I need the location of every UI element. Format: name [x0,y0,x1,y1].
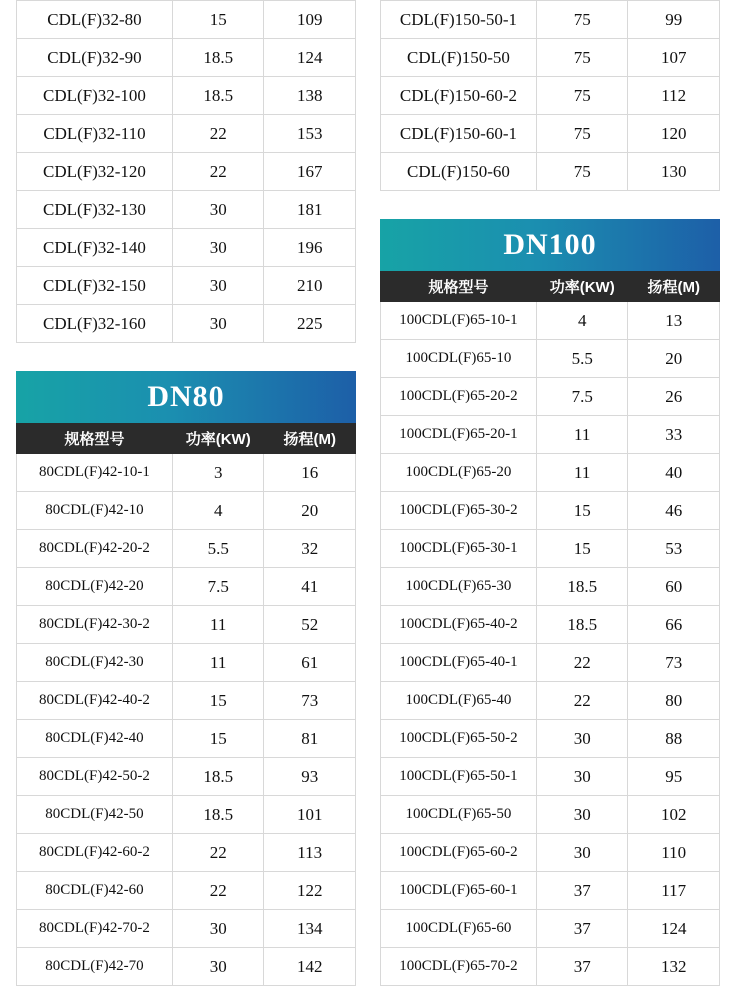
cell-head: 107 [628,39,720,77]
cell-model: 100CDL(F)65-30-2 [381,492,537,530]
table-row [381,153,720,191]
cell-power: 18.5 [172,796,264,834]
table-row [17,644,356,682]
header-power: 功率(KW) [172,424,264,454]
cell-head: 52 [264,606,356,644]
table-row [381,644,720,682]
section-gap [380,191,720,219]
cell-head: 46 [628,492,720,530]
cell-head: 26 [628,378,720,416]
table-row [17,682,356,720]
cell-head: 124 [628,910,720,948]
cell-model: 100CDL(F)65-40-1 [381,644,537,682]
cell-model: 100CDL(F)65-60-2 [381,834,537,872]
table-row [381,758,720,796]
cell-power: 30 [172,191,264,229]
cell-model: 100CDL(F)65-20-2 [381,378,537,416]
cell-model: CDL(F)150-60 [381,153,537,191]
cell-model: 80CDL(F)42-20-2 [17,530,173,568]
table-row [381,115,720,153]
cell-model: 80CDL(F)42-40-2 [17,682,173,720]
table-row [381,492,720,530]
cell-model: 100CDL(F)65-20-1 [381,416,537,454]
cell-head: 93 [264,758,356,796]
table-row [17,191,356,229]
table-row [17,1,356,39]
table-row [17,948,356,986]
table-row [17,606,356,644]
cell-power: 37 [536,910,628,948]
cell-head: 60 [628,568,720,606]
header-model: 规格型号 [381,272,537,302]
cell-power: 18.5 [536,606,628,644]
cell-model: 80CDL(F)42-40 [17,720,173,758]
table-row [17,115,356,153]
cell-head: 73 [264,682,356,720]
section-gap [16,343,356,371]
cell-head: 40 [628,454,720,492]
cell-power: 3 [172,454,264,492]
table-row [381,796,720,834]
cell-head: 109 [264,1,356,39]
cell-power: 30 [536,720,628,758]
cell-power: 15 [536,530,628,568]
cell-model: 100CDL(F)65-40-2 [381,606,537,644]
table-row [381,378,720,416]
cell-head: 13 [628,302,720,340]
cell-model: CDL(F)32-110 [17,115,173,153]
table-row [381,872,720,910]
cell-model: 100CDL(F)65-30 [381,568,537,606]
cell-model: 80CDL(F)42-50-2 [17,758,173,796]
table-header-row [381,272,720,302]
cell-power: 4 [536,302,628,340]
cell-model: 80CDL(F)42-10-1 [17,454,173,492]
cell-power: 5.5 [536,340,628,378]
cell-model: 80CDL(F)42-70-2 [17,910,173,948]
cell-head: 122 [264,872,356,910]
cell-power: 30 [172,229,264,267]
dn80-spec-table [16,423,356,986]
cell-head: 20 [264,492,356,530]
cell-model: 100CDL(F)65-50-1 [381,758,537,796]
cell-head: 134 [264,910,356,948]
table-row [381,568,720,606]
cell-power: 22 [172,115,264,153]
cell-power: 75 [536,77,628,115]
cell-power: 75 [536,1,628,39]
cdl150-table-continued [380,0,720,191]
cell-power: 30 [536,796,628,834]
cell-model: CDL(F)32-90 [17,39,173,77]
cell-power: 22 [536,644,628,682]
table-row [381,77,720,115]
table-row [381,606,720,644]
cell-power: 18.5 [172,77,264,115]
table-row [381,340,720,378]
cell-head: 153 [264,115,356,153]
table-row [17,492,356,530]
cell-power: 30 [172,910,264,948]
table-row [17,758,356,796]
table-row [381,454,720,492]
cell-power: 22 [172,872,264,910]
cell-power: 7.5 [172,568,264,606]
right-column [380,0,720,986]
cell-model: 100CDL(F)65-10-1 [381,302,537,340]
cell-head: 53 [628,530,720,568]
cell-model: 80CDL(F)42-50 [17,796,173,834]
cell-head: 167 [264,153,356,191]
cell-head: 117 [628,872,720,910]
table-row [17,568,356,606]
cell-power: 15 [172,682,264,720]
cell-model: CDL(F)32-130 [17,191,173,229]
cell-model: CDL(F)32-100 [17,77,173,115]
cell-model: CDL(F)32-120 [17,153,173,191]
cell-power: 18.5 [172,39,264,77]
dn100-section [380,219,720,986]
cell-head: 110 [628,834,720,872]
table-row [381,39,720,77]
cell-head: 88 [628,720,720,758]
header-power: 功率(KW) [536,272,628,302]
cell-power: 22 [172,834,264,872]
cell-model: CDL(F)150-60-1 [381,115,537,153]
dn100-banner: DN100 [380,219,720,271]
table-row [17,153,356,191]
table-row [381,720,720,758]
cell-model: 80CDL(F)42-10 [17,492,173,530]
cell-head: 33 [628,416,720,454]
cell-model: CDL(F)150-50-1 [381,1,537,39]
cell-head: 73 [628,644,720,682]
header-head: 扬程(M) [628,272,720,302]
cell-power: 22 [172,153,264,191]
cell-power: 30 [536,758,628,796]
spec-table [380,0,720,191]
cell-model: 80CDL(F)42-70 [17,948,173,986]
cell-model: CDL(F)32-160 [17,305,173,343]
table-row [381,1,720,39]
table-row [17,39,356,77]
cell-model: 100CDL(F)65-70-2 [381,948,537,986]
cell-model: 80CDL(F)42-30 [17,644,173,682]
cell-power: 11 [536,416,628,454]
cell-model: 100CDL(F)65-60-1 [381,872,537,910]
cell-model: 100CDL(F)65-40 [381,682,537,720]
spec-table [16,0,356,343]
cell-head: 138 [264,77,356,115]
table-row [17,720,356,758]
cell-power: 5.5 [172,530,264,568]
cell-head: 130 [628,153,720,191]
cell-model: 80CDL(F)42-60-2 [17,834,173,872]
cell-power: 30 [172,267,264,305]
cell-model: 100CDL(F)65-20 [381,454,537,492]
cell-power: 75 [536,39,628,77]
table-row [17,229,356,267]
cell-power: 4 [172,492,264,530]
cell-power: 18.5 [536,568,628,606]
cell-head: 81 [264,720,356,758]
cell-model: 80CDL(F)42-30-2 [17,606,173,644]
cell-power: 15 [536,492,628,530]
cell-model: CDL(F)32-150 [17,267,173,305]
table-row [381,834,720,872]
cell-power: 15 [172,720,264,758]
table-row [381,416,720,454]
cell-model: CDL(F)32-80 [17,1,173,39]
cell-power: 75 [536,153,628,191]
cell-head: 101 [264,796,356,834]
cell-head: 95 [628,758,720,796]
table-row [17,267,356,305]
cell-model: CDL(F)150-60-2 [381,77,537,115]
cell-head: 142 [264,948,356,986]
cell-head: 132 [628,948,720,986]
cell-head: 112 [628,77,720,115]
cell-head: 66 [628,606,720,644]
cell-power: 30 [172,948,264,986]
cell-head: 196 [264,229,356,267]
cell-model: 80CDL(F)42-20 [17,568,173,606]
cell-power: 37 [536,948,628,986]
dn80-banner: DN80 [16,371,356,423]
table-row [17,910,356,948]
table-header-row [17,424,356,454]
cdl32-table-continued [16,0,356,343]
table-row [17,77,356,115]
dn80-section [16,371,356,986]
table-row [17,872,356,910]
left-column [16,0,356,986]
table-row [17,454,356,492]
cell-power: 15 [172,1,264,39]
header-model: 规格型号 [17,424,173,454]
cell-head: 120 [628,115,720,153]
table-row [17,796,356,834]
cell-model: 100CDL(F)65-50 [381,796,537,834]
table-row [381,302,720,340]
cell-model: 100CDL(F)65-50-2 [381,720,537,758]
table-row [381,530,720,568]
cell-power: 22 [536,682,628,720]
cell-power: 30 [536,834,628,872]
cell-model: 100CDL(F)65-30-1 [381,530,537,568]
cell-power: 75 [536,115,628,153]
cell-model: 100CDL(F)65-10 [381,340,537,378]
header-head: 扬程(M) [264,424,356,454]
cell-head: 181 [264,191,356,229]
cell-power: 11 [536,454,628,492]
table-row [17,834,356,872]
cell-power: 11 [172,606,264,644]
table-row [381,682,720,720]
cell-power: 37 [536,872,628,910]
cell-head: 16 [264,454,356,492]
cell-power: 30 [172,305,264,343]
table-row [17,305,356,343]
cell-model: 100CDL(F)65-60 [381,910,537,948]
cell-head: 61 [264,644,356,682]
cell-head: 102 [628,796,720,834]
cell-head: 210 [264,267,356,305]
cell-head: 41 [264,568,356,606]
dn100-spec-table [380,271,720,986]
cell-head: 80 [628,682,720,720]
cell-head: 225 [264,305,356,343]
table-row [381,948,720,986]
cell-power: 11 [172,644,264,682]
table-row [17,530,356,568]
table-row [381,910,720,948]
cell-model: 80CDL(F)42-60 [17,872,173,910]
cell-head: 20 [628,340,720,378]
cell-power: 18.5 [172,758,264,796]
cell-power: 7.5 [536,378,628,416]
cell-model: CDL(F)32-140 [17,229,173,267]
cell-head: 113 [264,834,356,872]
cell-head: 124 [264,39,356,77]
cell-head: 32 [264,530,356,568]
cell-head: 99 [628,1,720,39]
cell-model: CDL(F)150-50 [381,39,537,77]
